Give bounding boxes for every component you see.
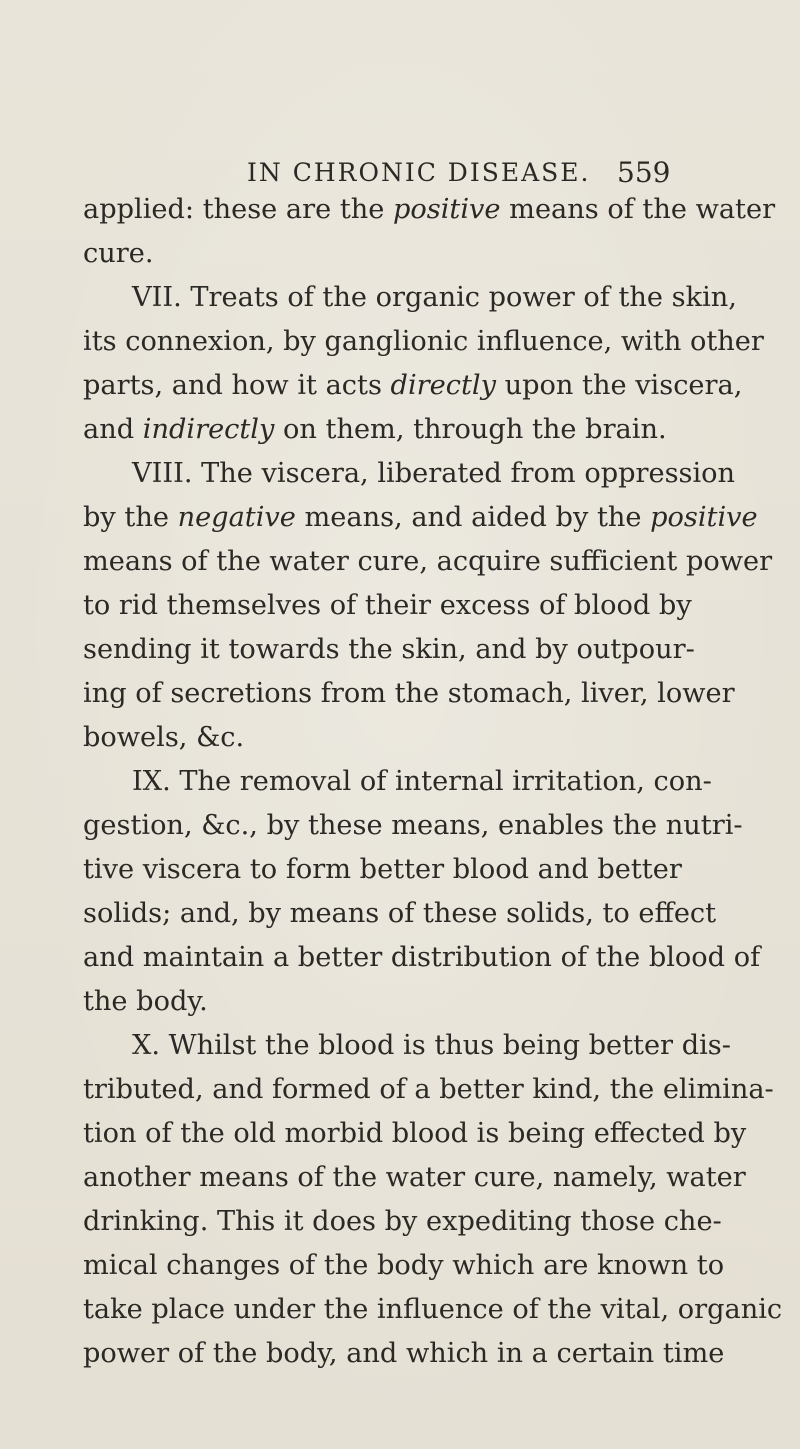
text-line: another means of the water cure, namely, water bbox=[83, 1162, 746, 1193]
text-line: the body. bbox=[83, 986, 208, 1017]
text-line: sending it towards the skin, and by outpour- bbox=[83, 634, 695, 665]
running-head-title: IN CHRONIC DISEASE. bbox=[247, 158, 591, 187]
text-line: gestion, &c., by these means, enables the nutri- bbox=[83, 810, 743, 841]
text-line: by the negative means, and aided by the positive bbox=[83, 502, 758, 533]
text-line: and indirectly on them, through the brain. bbox=[83, 414, 667, 445]
text-line: applied: these are the positive means of the water bbox=[83, 194, 776, 225]
emphasis-word: positive bbox=[650, 502, 758, 533]
text-line: drinking. This it does by expediting those che- bbox=[83, 1206, 722, 1237]
text-line: tributed, and formed of a better kind, the elimina- bbox=[83, 1074, 774, 1105]
text-line: ing of secretions from the stomach, liver, lower bbox=[83, 678, 735, 709]
text-line: bowels, &c. bbox=[83, 722, 245, 753]
page-number: 559 bbox=[617, 156, 671, 189]
text-line: VII. Treats of the organic power of the skin, bbox=[132, 282, 737, 313]
text-line: parts, and how it acts directly upon the viscera, bbox=[83, 370, 743, 401]
text-line: tive viscera to form better blood and better bbox=[83, 854, 682, 885]
text-line: to rid themselves of their excess of blood by bbox=[83, 590, 692, 621]
text-line: mical changes of the body which are known to bbox=[83, 1250, 725, 1281]
text-line: its connexion, by ganglionic influence, with other bbox=[83, 326, 764, 357]
text-line: and maintain a better distribution of the blood of bbox=[83, 942, 761, 973]
text-line: tion of the old morbid blood is being effected by bbox=[83, 1118, 747, 1149]
text-line: take place under the influence of the vital, organic bbox=[83, 1294, 783, 1325]
emphasis-word: negative bbox=[177, 502, 296, 533]
emphasis-word: directly bbox=[390, 370, 496, 401]
text-line: solids; and, by means of these solids, to effect bbox=[83, 898, 717, 929]
emphasis-word: indirectly bbox=[142, 414, 275, 445]
emphasis-word: positive bbox=[393, 194, 501, 225]
text-line: VIII. The viscera, liberated from oppression bbox=[132, 458, 736, 489]
text-line: power of the body, and which in a certain time bbox=[83, 1338, 725, 1369]
text-line: IX. The removal of internal irritation, con- bbox=[132, 766, 712, 797]
text-line: cure. bbox=[83, 238, 154, 269]
text-line: means of the water cure, acquire sufficient power bbox=[83, 546, 773, 577]
text-line: X. Whilst the blood is thus being better dis- bbox=[132, 1030, 731, 1061]
